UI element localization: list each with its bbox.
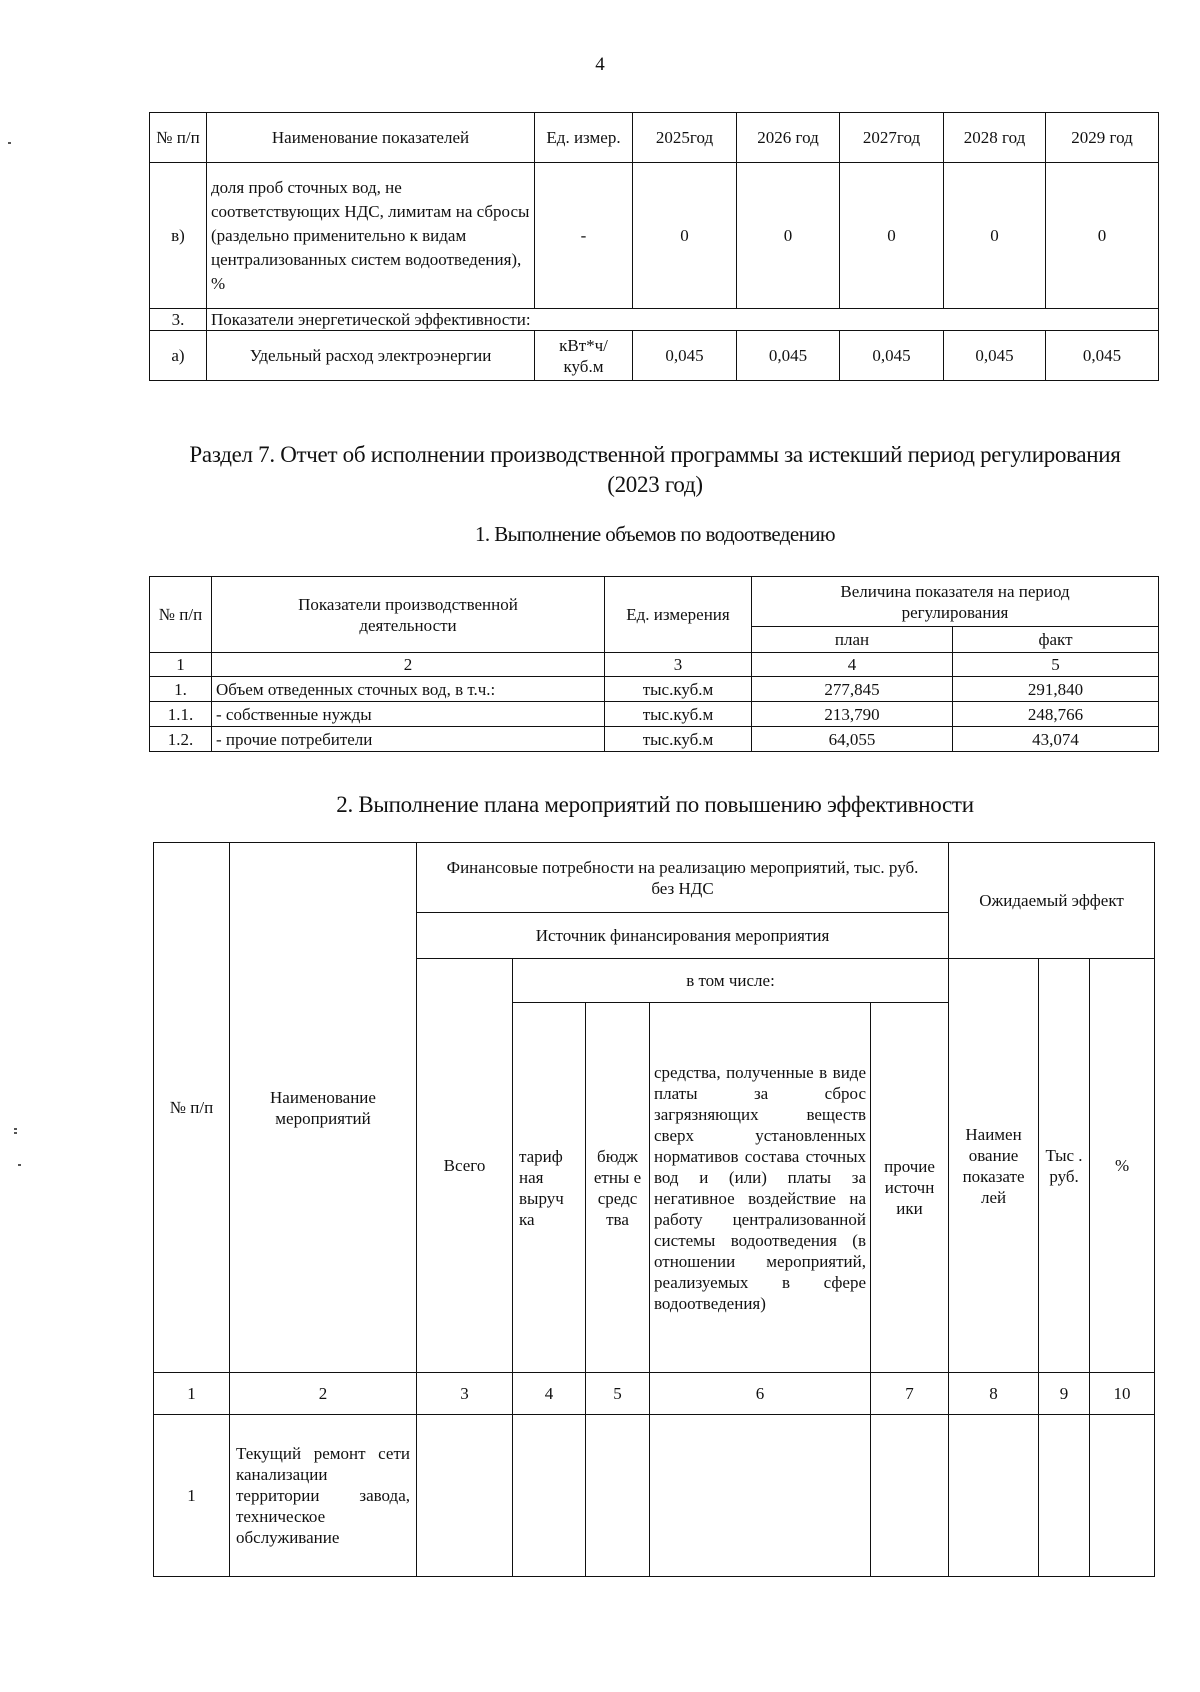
row-unit: тыс.куб.м: [605, 677, 752, 702]
table-row: [150, 331, 1159, 381]
row-value-2025: 0,045: [633, 331, 737, 381]
row-plan: 64,055: [752, 727, 953, 752]
header-total: Всего: [417, 959, 513, 1373]
scan-mark: [18, 1164, 21, 1166]
header-num: № п/п: [150, 113, 207, 163]
col-number: 2: [230, 1373, 417, 1415]
col-number: 1: [150, 653, 212, 677]
header-name: Наименование мероприятий: [230, 843, 417, 1373]
row-num: в): [150, 163, 207, 309]
row-unit: кВт*ч/ куб.м: [535, 331, 633, 381]
scan-mark: [14, 1132, 17, 1134]
header-2025: 2025год: [633, 113, 737, 163]
header-unit: Ед. измер.: [535, 113, 633, 163]
table-row: [150, 727, 1159, 752]
col-number: 3: [417, 1373, 513, 1415]
table-row: [150, 677, 1159, 702]
row-cell: [513, 1415, 586, 1577]
row-num: 3.: [150, 309, 207, 331]
row-name: - прочие потребители: [212, 727, 605, 752]
row-num: 1: [154, 1415, 230, 1577]
header-plan: план: [752, 627, 953, 653]
row-value-2027: 0,045: [840, 331, 944, 381]
header-value-group: Величина показателя на период регулирования: [752, 577, 1159, 627]
section-row: [150, 309, 1159, 331]
indicators-table: [149, 112, 1159, 381]
row-cell: [949, 1415, 1039, 1577]
page-number: 4: [595, 54, 605, 75]
table-row: [154, 1415, 1155, 1577]
row-name: доля проб сточных вод, не соответствующих НДС, лимитам на сбросы (раздельно применительно к видам централизованных систем водоотведения), %: [207, 163, 535, 309]
col-number: 5: [953, 653, 1159, 677]
header-tariff: тариф ная выруч ка: [513, 1003, 586, 1373]
header-2029: 2029 год: [1046, 113, 1159, 163]
header-num: № п/п: [154, 843, 230, 1373]
row-num: 1.1.: [150, 702, 212, 727]
measures-header-row: [154, 843, 1155, 913]
col-number: 3: [605, 653, 752, 677]
header-source: Источник финансирования мероприятия: [417, 913, 949, 959]
header-expected-effect: Ожидаемый эффект: [949, 843, 1155, 959]
row-plan: 213,790: [752, 702, 953, 727]
row-value-2026: 0: [737, 163, 840, 309]
header-name: Наименование показателей: [207, 113, 535, 163]
section-title-line1: Раздел 7. Отчет об исполнении производственной программы за истекший период регулирования: [189, 442, 1121, 467]
volumes-header-row: [150, 577, 1159, 627]
row-plan: 277,845: [752, 677, 953, 702]
column-numbers-row: [154, 1373, 1155, 1415]
measures-table: [153, 842, 1155, 1577]
row-cell: [1039, 1415, 1090, 1577]
header-unit: Ед. измерения: [605, 577, 752, 653]
row-fact: 291,840: [953, 677, 1159, 702]
row-name: - собственные нужды: [212, 702, 605, 727]
header-2028: 2028 год: [944, 113, 1046, 163]
measures-title: 2. Выполнение плана мероприятий по повышению эффективности: [336, 792, 974, 817]
header-2026: 2026 год: [737, 113, 840, 163]
row-name: Показатели энергетической эффективности:: [207, 309, 1159, 331]
col-number: 2: [212, 653, 605, 677]
row-value-2026: 0,045: [737, 331, 840, 381]
row-num: а): [150, 331, 207, 381]
volumes-table: [149, 576, 1159, 752]
header-including: в том числе:: [513, 959, 949, 1003]
col-number: 9: [1039, 1373, 1090, 1415]
row-value-2028: 0: [944, 163, 1046, 309]
row-num: 1.: [150, 677, 212, 702]
header-percent: %: [1090, 959, 1155, 1373]
row-cell: [586, 1415, 650, 1577]
header-other: прочие источн ики: [871, 1003, 949, 1373]
header-financing: Финансовые потребности на реализацию мероприятий, тыс. руб. без НДС: [417, 843, 949, 913]
header-num: № п/п: [150, 577, 212, 653]
volumes-title: 1. Выполнение объемов по водоотведению: [475, 522, 835, 546]
table-row: [150, 163, 1159, 309]
row-cell: [417, 1415, 513, 1577]
col-number: 7: [871, 1373, 949, 1415]
header-thousand-rub: Тыс . руб.: [1039, 959, 1090, 1373]
row-cell: [871, 1415, 949, 1577]
row-fact: 248,766: [953, 702, 1159, 727]
header-indicator-name: Наимен ование показате лей: [949, 959, 1039, 1373]
col-number: 1: [154, 1373, 230, 1415]
row-unit: тыс.куб.м: [605, 727, 752, 752]
row-name: Текущий ремонт сети канализации территории завода, техническое обслуживание: [230, 1415, 417, 1577]
row-value-2028: 0,045: [944, 331, 1046, 381]
col-number: 5: [586, 1373, 650, 1415]
header-indicators: Показатели производственной деятельности: [212, 577, 605, 653]
table-row: [150, 702, 1159, 727]
indicators-header-row: [150, 113, 1159, 163]
col-number: 6: [650, 1373, 871, 1415]
row-unit: тыс.куб.м: [605, 702, 752, 727]
row-num: 1.2.: [150, 727, 212, 752]
row-cell: [1090, 1415, 1155, 1577]
row-value-2025: 0: [633, 163, 737, 309]
row-unit: -: [535, 163, 633, 309]
row-cell: [650, 1415, 871, 1577]
row-name: Удельный расход электроэнергии: [207, 331, 535, 381]
row-value-2029: 0,045: [1046, 331, 1159, 381]
row-value-2027: 0: [840, 163, 944, 309]
header-fact: факт: [953, 627, 1159, 653]
row-name: Объем отведенных сточных вод, в т.ч.:: [212, 677, 605, 702]
column-numbers-row: [150, 653, 1159, 677]
header-budget: бюдж етны е средс тва: [586, 1003, 650, 1373]
header-fees: средства, полученные в виде платы за сброс загрязняющих веществ сверх установленных нормативов состава сточных вод и (или) платы за негативное воздействие на работу централизованной системы водоотведения (в отношении мероприятий, реализуемых в сфере водоотведения): [650, 1003, 871, 1373]
header-2027: 2027год: [840, 113, 944, 163]
row-value-2029: 0: [1046, 163, 1159, 309]
col-number: 10: [1090, 1373, 1155, 1415]
section-title-line2: (2023 год): [607, 472, 703, 497]
col-number: 4: [752, 653, 953, 677]
scan-mark: [14, 1128, 17, 1130]
col-number: 4: [513, 1373, 586, 1415]
col-number: 8: [949, 1373, 1039, 1415]
scan-mark: [8, 142, 11, 144]
row-fact: 43,074: [953, 727, 1159, 752]
